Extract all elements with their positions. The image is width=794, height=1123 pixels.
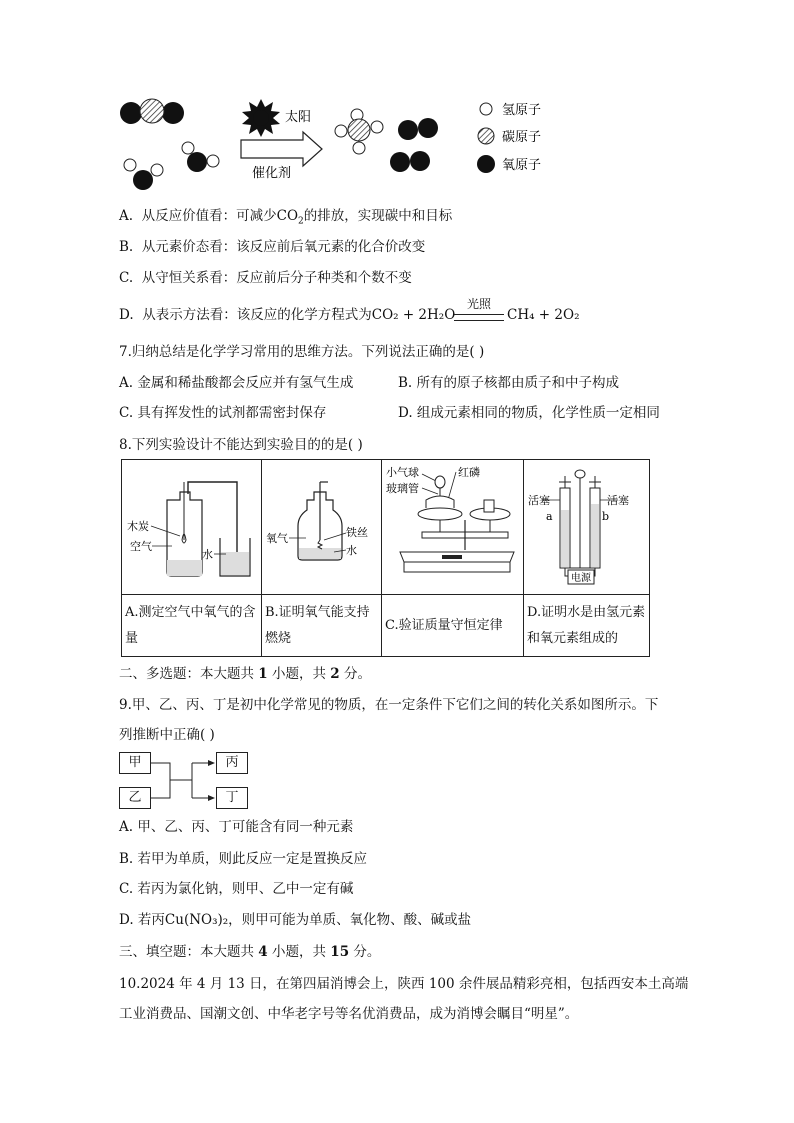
box-yi: 乙 — [119, 787, 151, 809]
q7-option-a: A. 金属和稀盐酸都会反应并有氢气生成 — [119, 375, 354, 391]
equation-right: CH₄ + 2O₂ — [507, 307, 580, 323]
reaction-diagram — [115, 95, 565, 195]
water-molecule — [182, 142, 219, 172]
legend-label: 碳原子 — [502, 130, 542, 145]
experiment-caption-a: A.测定空气中氧气的含量 — [122, 595, 262, 657]
conversion-arrows — [150, 752, 220, 812]
legend-label: 氢原子 — [502, 103, 542, 118]
q9-option-a: A. 甲、乙、丙、丁可能含有同一种元素 — [119, 819, 354, 835]
experiment-image-c — [382, 460, 524, 595]
experiment-caption-d: D.证明水是由氢元素和氧元素组成的 — [524, 595, 650, 657]
experiment-image-a — [122, 460, 262, 595]
q7-stem: 7.归纳总结是化学学习常用的思维方法。下列说法正确的是( ) — [119, 344, 485, 360]
q10-line1: 10.2024 年 4 月 13 日，在第四届消博会上，陕西 100 余件展品精彩亮相，包括西安本土高端 — [119, 976, 689, 992]
q7-option-d: D. 组成元素相同的物质，化学性质一定相同 — [398, 405, 660, 421]
q9-option-d: D. 若丙Cu(NO₃)₂，则甲可能为单质、氧化物、酸、碱或盐 — [119, 912, 472, 928]
q6-option-c: C. 从守恒关系看：反应前后分子种类和个数不变 — [119, 270, 412, 286]
legend-label: 氧原子 — [502, 158, 542, 173]
section-heading-fill-in: 三、填空题：本大题共 4 小题，共 15 分。 — [119, 944, 381, 960]
box-ding: 丁 — [216, 787, 248, 809]
q9-stem-line2: 列推断中正确( ) — [119, 727, 215, 743]
svg-text:活塞: 活塞 — [607, 494, 629, 507]
q6-option-a: A. 从反应价值看：可减少$CO_2$的排放，实现碳中和目标 — [119, 208, 453, 227]
carbon-atom-icon — [478, 128, 494, 144]
experiment-caption-b: B.证明氧气能支持燃烧 — [262, 595, 382, 657]
q9-option-c: C. 若丙为氯化钠，则甲、乙中一定有碱 — [119, 881, 354, 897]
svg-text:铁丝: 铁丝 — [346, 526, 368, 539]
experiment-table — [121, 459, 650, 657]
oxygen-molecule — [398, 118, 438, 140]
svg-text:b: b — [602, 510, 610, 523]
q6-option-d: D. 从表示方法看：该反应的化学方程式为CO₂ + 2H₂O — [119, 307, 456, 323]
svg-text:木炭: 木炭 — [127, 520, 149, 533]
oxygen-content-apparatus-icon — [122, 460, 261, 590]
svg-text:空气: 空气 — [130, 540, 152, 553]
sun-icon — [242, 99, 280, 137]
q7-option-b: B. 所有的原子核都由质子和中子构成 — [398, 375, 620, 391]
co2-molecule — [120, 99, 184, 124]
experiment-image-b — [262, 460, 382, 595]
svg-text:红磷: 红磷 — [458, 466, 480, 479]
box-bing: 丙 — [216, 752, 248, 774]
balance-apparatus-icon — [382, 460, 523, 590]
water-electrolysis-icon — [524, 460, 649, 590]
q10-line2: 工业消费品、国潮文创、中华老字号等名优消费品，成为消博会瞩目“明星”。 — [119, 1006, 579, 1022]
svg-text:水: 水 — [346, 544, 357, 557]
legend — [477, 103, 541, 173]
equation-left: CO₂ + 2H₂O — [371, 307, 456, 323]
sun-label: 太阳 — [285, 110, 312, 125]
water-molecule — [124, 159, 163, 190]
hydrogen-atom-icon — [480, 103, 492, 115]
q6-option-b: B. 从元素价态看：该反应前后氧元素的化合价改变 — [119, 239, 426, 255]
equation-arrow-line — [454, 320, 504, 321]
svg-text:活塞: 活塞 — [528, 494, 550, 507]
q9-stem-line1: 9.甲、乙、丙、丁是初中化学常见的物质，在一定条件下它们之间的转化关系如图所示。下 — [119, 697, 659, 713]
oxygen-atom-icon — [477, 155, 495, 173]
box-jia: 甲 — [119, 752, 151, 774]
svg-text:水: 水 — [202, 548, 213, 561]
section-heading-multiple-choice: 二、多选题：本大题共 1 小题，共 2 分。 — [119, 666, 371, 682]
experiment-image-d — [524, 460, 650, 595]
svg-text:玻璃管: 玻璃管 — [386, 482, 419, 495]
methane-molecule — [335, 109, 383, 154]
q8-stem: 8.下列实验设计不能达到实验目的的是( ) — [119, 437, 363, 453]
svg-text:氧气: 氧气 — [266, 532, 288, 545]
reaction-arrow — [241, 132, 322, 166]
q7-option-c: C. 具有挥发性的试剂都需密封保存 — [119, 405, 327, 421]
oxygen-molecule — [390, 151, 430, 172]
equation-condition: 光照 — [454, 297, 504, 315]
catalyst-label: 催化剂 — [252, 166, 292, 181]
svg-text:电源: 电源 — [571, 573, 591, 584]
svg-text:小气球: 小气球 — [386, 466, 419, 479]
q9-option-b: B. 若甲为单质，则此反应一定是置换反应 — [119, 851, 368, 867]
iron-wire-combustion-icon — [262, 460, 381, 590]
svg-text:a: a — [546, 510, 553, 523]
experiment-caption-c: C.验证质量守恒定律 — [382, 595, 524, 657]
